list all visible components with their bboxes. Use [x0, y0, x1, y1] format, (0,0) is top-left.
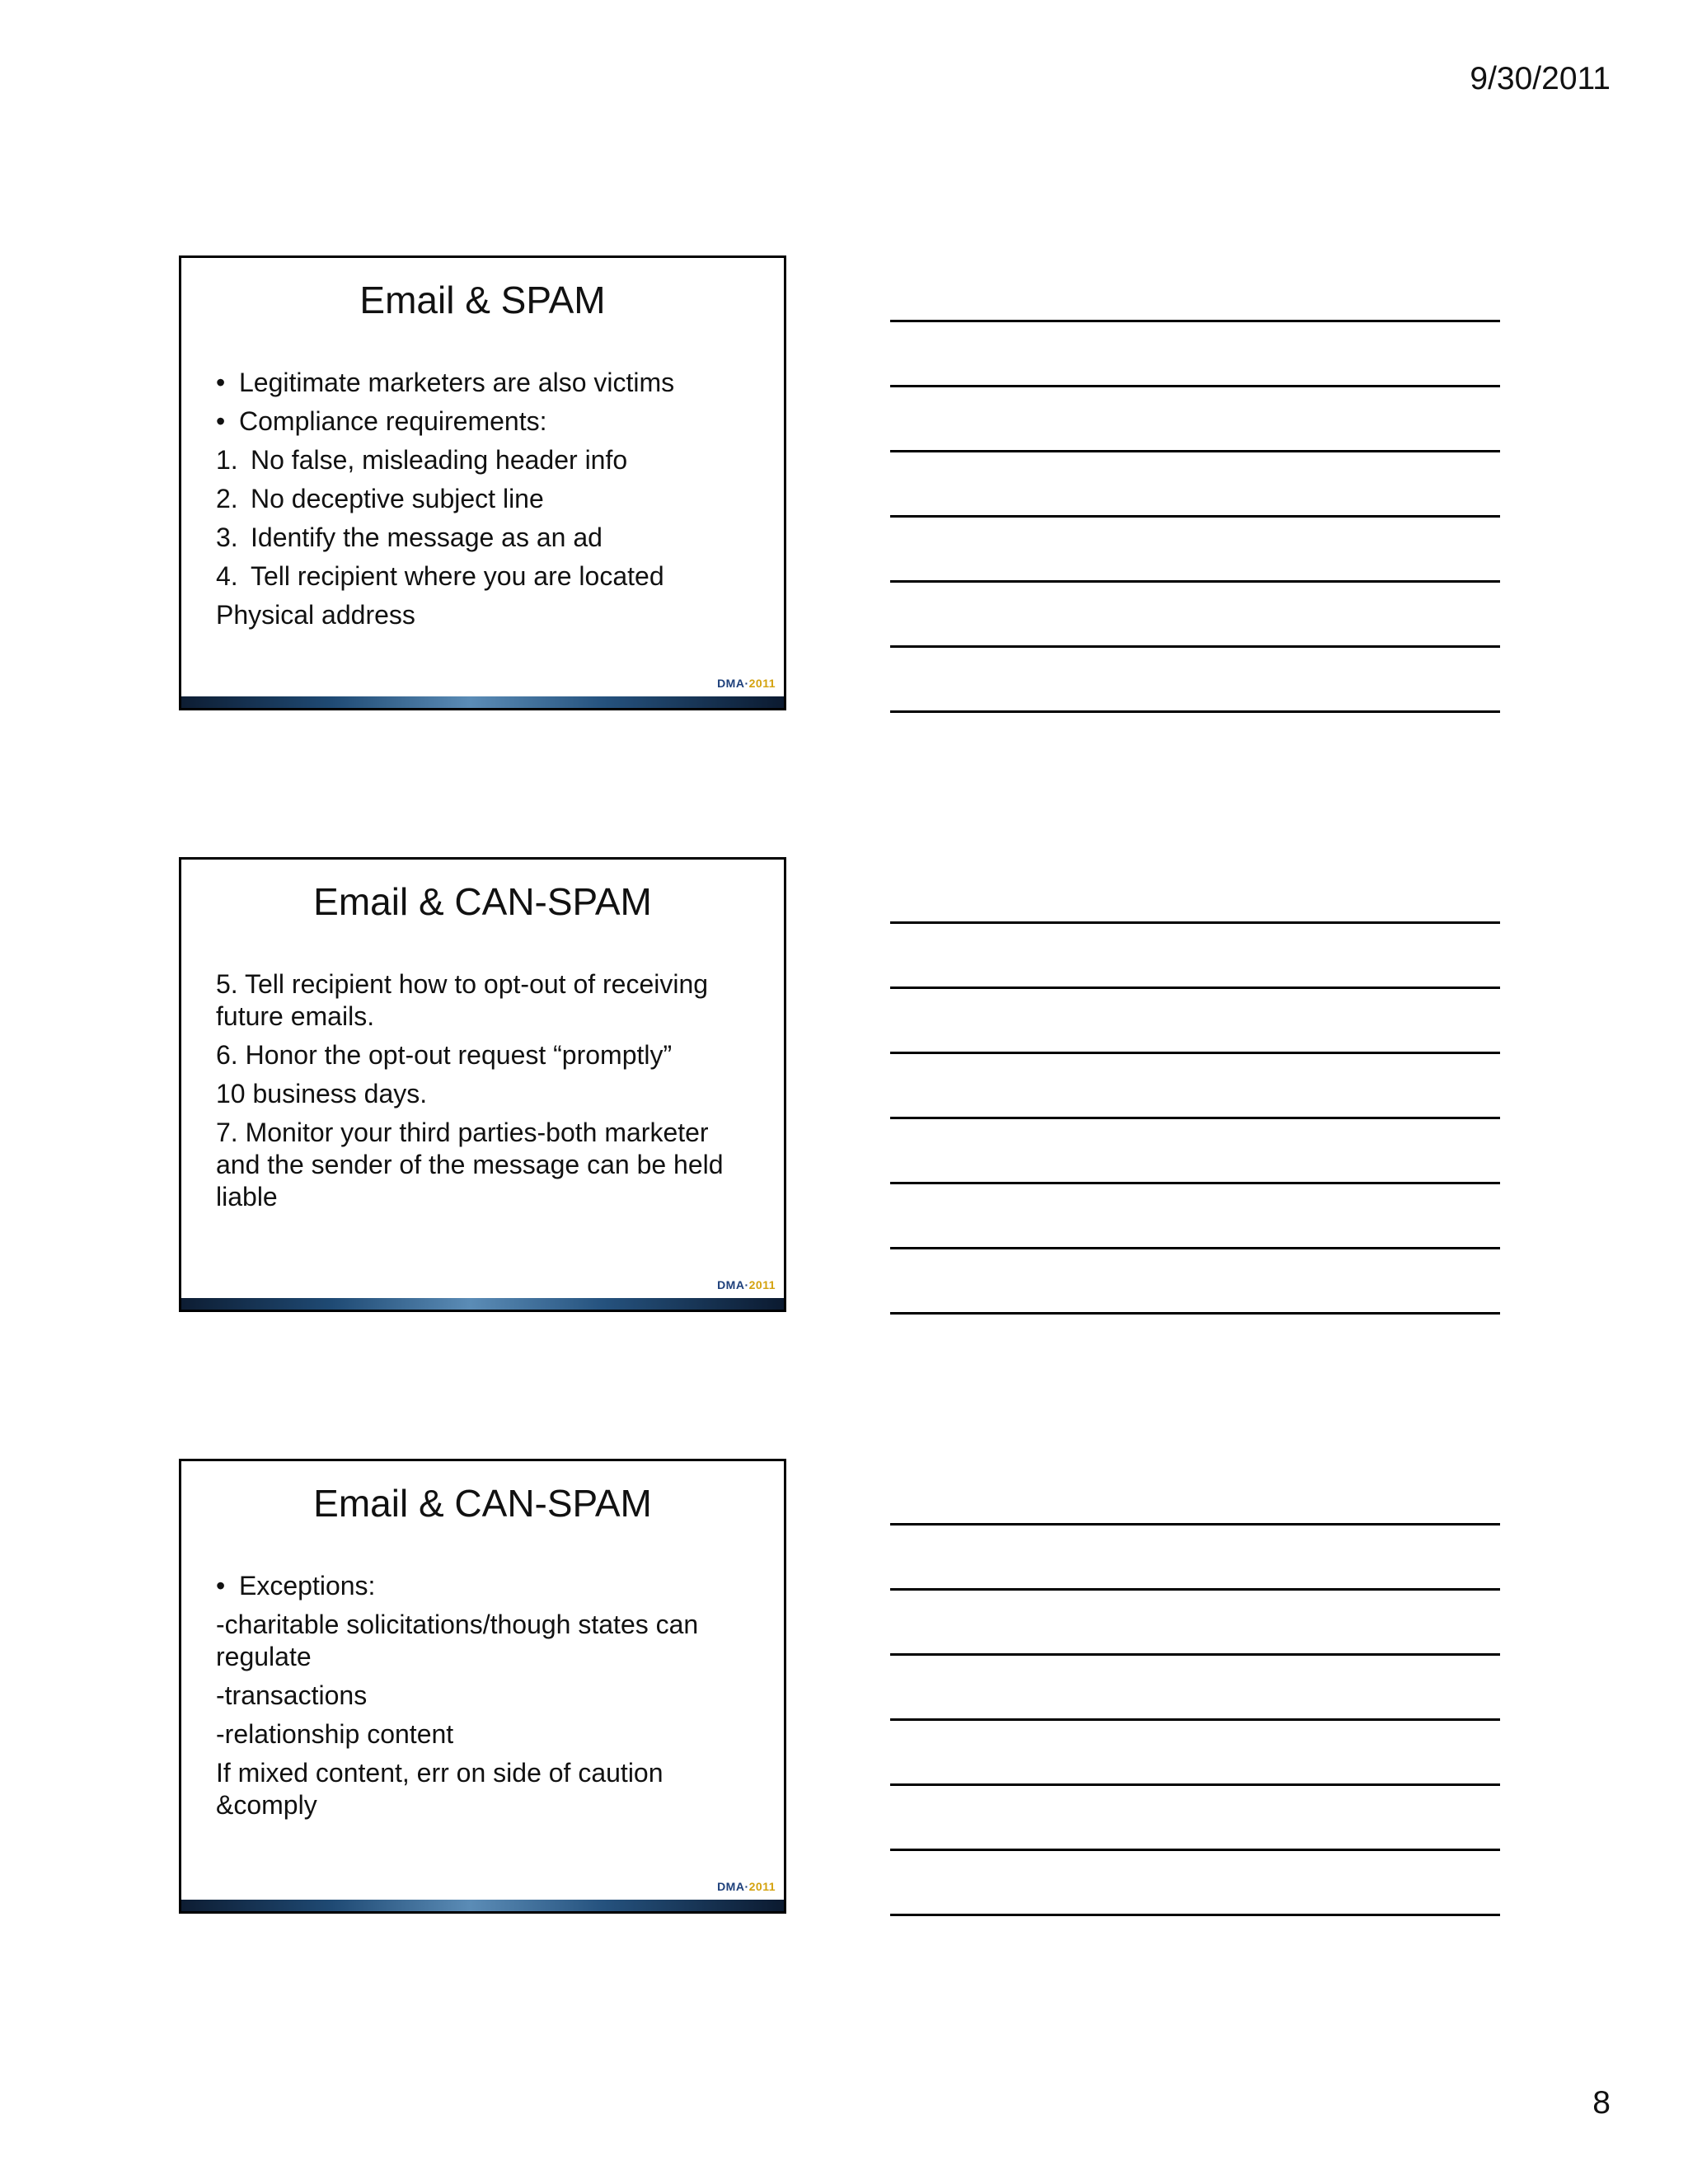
- bullet-text: Legitimate marketers are also victims: [239, 368, 675, 397]
- dma-logo: DMA·2011: [717, 1880, 776, 1893]
- note-line: [890, 987, 1500, 989]
- note-line: [890, 1849, 1500, 1851]
- logo-year: 2011: [748, 677, 776, 690]
- note-line: [890, 1718, 1500, 1721]
- slide-title: Email & CAN-SPAM: [313, 880, 652, 923]
- note-line: [890, 710, 1500, 713]
- note-line: [890, 1588, 1500, 1591]
- note-line: [890, 1523, 1500, 1526]
- plain-line: 5. Tell recipient how to opt-out of receiving future emails.: [216, 969, 709, 1031]
- note-line: [890, 515, 1500, 518]
- slide-body: [216, 968, 751, 1220]
- bullet-text: Exceptions:: [239, 1571, 376, 1601]
- bullet-marker: •: [216, 1571, 226, 1601]
- numbered-line: [216, 483, 751, 515]
- note-line: [890, 1783, 1500, 1786]
- page-number: 8: [1592, 2085, 1611, 2121]
- dma-logo: DMA·2011: [717, 677, 776, 690]
- number-marker: 4.: [216, 561, 238, 591]
- slide-footer-bar: [181, 1298, 784, 1310]
- note-line: [890, 645, 1500, 648]
- slide-title: Email & CAN-SPAM: [313, 1482, 652, 1525]
- notes-lines: [890, 320, 1500, 776]
- slide-thumbnail: [179, 255, 786, 710]
- plain-line: Physical address: [216, 600, 415, 630]
- slide-title: Email & SPAM: [359, 279, 606, 321]
- number-marker: 2.: [216, 484, 238, 513]
- slide-thumbnail: [179, 1459, 786, 1914]
- note-line: [890, 1653, 1500, 1656]
- numbered-text: No deceptive subject line: [251, 484, 544, 513]
- note-line: [890, 1312, 1500, 1315]
- logo-brand: DMA: [717, 1278, 745, 1291]
- bullet-line: [216, 405, 751, 438]
- plain-line: If mixed content, err on side of caution &comply: [216, 1758, 663, 1820]
- notes-lines: [890, 921, 1500, 1377]
- note-line: [890, 320, 1500, 322]
- slide-body: [216, 1570, 751, 1828]
- note-line: [890, 1182, 1500, 1184]
- note-line: [890, 921, 1500, 924]
- note-line: [890, 450, 1500, 452]
- logo-year: 2011: [748, 1880, 776, 1893]
- numbered-text: No false, misleading header info: [251, 445, 628, 475]
- notes-lines: [890, 1523, 1500, 1979]
- slide-body: [216, 367, 751, 638]
- logo-brand: DMA: [717, 1880, 745, 1893]
- dma-logo: DMA·2011: [717, 1278, 776, 1291]
- numbered-line: [216, 560, 751, 593]
- plain-line: 7. Monitor your third parties-both marketer and the sender of the message can be held liable: [216, 1118, 724, 1212]
- slide-thumbnail: [179, 857, 786, 1312]
- note-line: [890, 1247, 1500, 1249]
- numbered-line: [216, 522, 751, 554]
- numbered-line: [216, 444, 751, 476]
- note-line: [890, 385, 1500, 387]
- note-line: [890, 1052, 1500, 1054]
- logo-year: 2011: [748, 1278, 776, 1291]
- bullet-marker: •: [216, 406, 226, 436]
- note-line: [890, 1914, 1500, 1916]
- slide-footer-bar: [181, 1900, 784, 1911]
- numbered-text: Identify the message as an ad: [251, 523, 603, 552]
- bullet-marker: •: [216, 368, 226, 397]
- bullet-text: Compliance requirements:: [239, 406, 547, 436]
- header-date: 9/30/2011: [1470, 61, 1611, 96]
- plain-line: 10 business days.: [216, 1079, 428, 1108]
- numbered-text: Tell recipient where you are located: [251, 561, 664, 591]
- note-line: [890, 580, 1500, 583]
- plain-line: 6. Honor the opt-out request “promptly”: [216, 1040, 673, 1070]
- slide-footer-bar: [181, 696, 784, 708]
- number-marker: 3.: [216, 523, 238, 552]
- bullet-line: [216, 367, 751, 399]
- logo-brand: DMA: [717, 677, 745, 690]
- plain-line: -relationship content: [216, 1719, 454, 1749]
- number-marker: 1.: [216, 445, 238, 475]
- plain-line: -transactions: [216, 1680, 368, 1710]
- bullet-line: [216, 1570, 751, 1602]
- plain-line: -charitable solicitations/though states can regulate: [216, 1610, 699, 1671]
- note-line: [890, 1117, 1500, 1119]
